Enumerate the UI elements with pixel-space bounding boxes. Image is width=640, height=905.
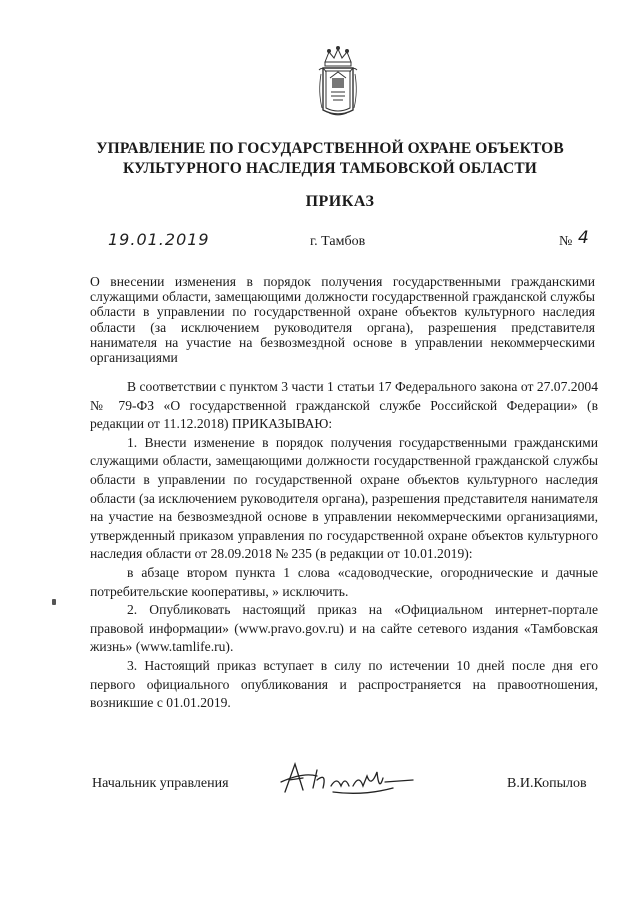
document-type-title: ПРИКАЗ bbox=[305, 193, 375, 210]
agency-name-line-2: КУЛЬТУРНОГО НАСЛЕДИЯ ТАМБОВСКОЙ ОБЛАСТИ bbox=[123, 160, 537, 177]
item-2-paragraph: 2. Опубликовать настоящий приказ на «Официальном интернет-портале правовой информации» (www.pravo.gov.ru) и на сайте сетевого издания «Тамбовская жизнь» (www.tamlife.ru). bbox=[90, 602, 598, 655]
signatory-title: Начальник управления bbox=[92, 776, 229, 791]
scan-speck bbox=[52, 599, 56, 605]
tambov-coat-of-arms-icon bbox=[317, 44, 359, 118]
agency-name bbox=[60, 139, 600, 179]
date-number-line bbox=[0, 228, 640, 254]
item-3-paragraph: 3. Настоящий приказ вступает в силу по истечении 10 дней после дня его первого официального опубликования и распространяется на правоотношения, возникшие с 01.01.2019. bbox=[90, 657, 598, 711]
handwritten-date: 19.01.2019 bbox=[108, 230, 210, 249]
item-1-subparagraph: в абзаце втором пункта 1 слова «садоводческие, огороднические и дачные потребительские кооперативы, » исключить. bbox=[90, 564, 598, 599]
item-1-paragraph: 1. Внести изменение в порядок получения государственными гражданскими служащими области, замещающими должности государственной гражданской службы области в управлении по государственной охране объектов культурного наследия области (за исключением руководителя органа), разрешения представителя нанимателя на участие на безвозмездной основе в управлении некоммерческими организациями, утвержденный приказом управления по государственной охране объектов культурного наследия области от 28.09.2018 № 235 (в редакции от 10.01.2019): bbox=[90, 434, 598, 562]
order-subject: О внесении изменения в порядок получения государственными гражданскими служащими области, замещающими должности государственной гражданской службы области в управлении по государственной охране объектов культурного наследия области (за исключением руководителя органа), разрешения представителя нанимателя на участие на безвозмездной основе в управлении некоммерческими организациями bbox=[90, 274, 595, 366]
handwritten-signature-icon bbox=[273, 758, 423, 802]
agency-name-line-1: УПРАВЛЕНИЕ ПО ГОСУДАРСТВЕННОЙ ОХРАНЕ ОБЪЕКТОВ bbox=[96, 140, 564, 157]
signature-block bbox=[0, 772, 640, 802]
order-body bbox=[90, 378, 598, 713]
number-label: № bbox=[559, 234, 573, 249]
handwritten-number: 4 bbox=[578, 228, 589, 248]
signatory-name: В.И.Копылов bbox=[507, 776, 587, 791]
preamble-paragraph: В соответствии с пунктом 3 части 1 статьи 17 Федерального закона от 27.07.2004 № 79-ФЗ «О государственной гражданской службе Российской Федерации» (в редакции от 11.12.2018) ПРИКАЗЫВАЮ: bbox=[90, 379, 598, 432]
city: г. Тамбов bbox=[310, 234, 366, 249]
